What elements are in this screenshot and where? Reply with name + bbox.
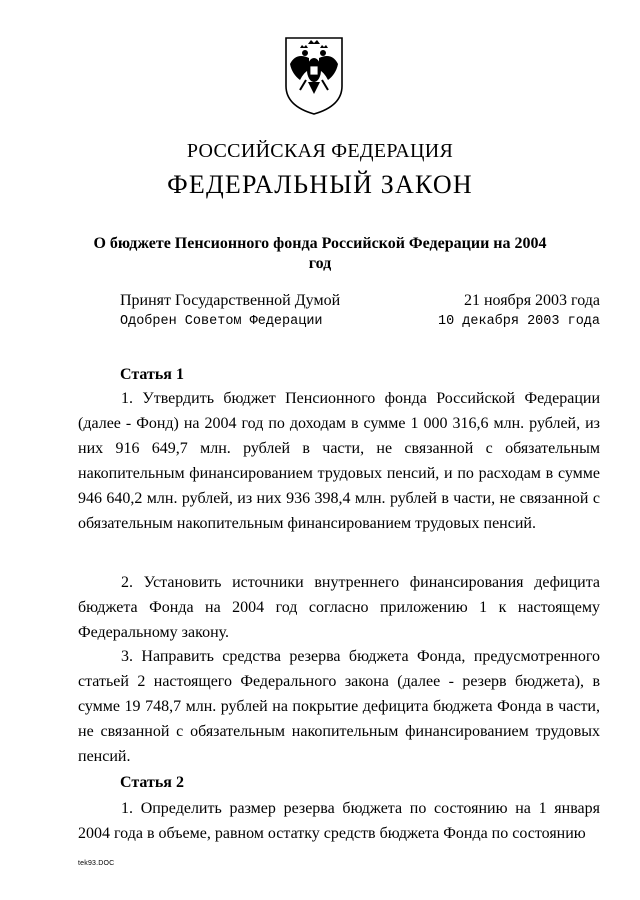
- article-heading: Статья 1: [120, 366, 184, 383]
- duma-date: 21 ноября 2003 года: [463, 292, 600, 309]
- article-paragraph: 2. Установить источники внутреннего финансирования дефицита бюджета Фонда на 2004 год согласно приложению 1 к настоящему Федеральному закону.: [78, 574, 600, 641]
- council-date: 10 декабря 2003 года: [437, 314, 600, 329]
- law-title: О бюджете Пенсионного фонда Российской Федерации на 2004 год: [93, 235, 547, 272]
- coat-of-arms-icon: [282, 34, 346, 116]
- article-paragraph: 3. Направить средства резерва бюджета Фонда, предусмотренного статьей 2 настоящего Федерального закона (далее - резерв бюджета), в сумме 19 748,7 млн. рублей на покрытие дефицита бюджета Фонда в части, не связанной с обязательным накопительным финансированием трудовых пенсий.: [78, 648, 600, 765]
- council-label: Одобрен Советом Федерации: [120, 314, 323, 329]
- article-heading: Статья 2: [120, 774, 184, 791]
- document-type: ФЕДЕРАЛЬНЫЙ ЗАКОН: [167, 170, 473, 199]
- file-code: tek93.DOC: [78, 860, 115, 867]
- duma-label: Принят Государственной Думой: [120, 292, 341, 309]
- article-paragraph: 1. Утвердить бюджет Пенсионного фонда Российской Федерации (далее - Фонд) на 2004 год по доходам в сумме 1 000 316,6 млн. рублей, из них 916 649,7 млн. рублей в части, не связанной с обязательным накопительным финансированием трудовых пенсий, и по расходам в сумме 946 640,2 млн. рублей, из них 936 398,4 млн. рублей в части, не связанной с обязательным накопительным финансированием трудовых пенсий.: [78, 390, 600, 532]
- article-paragraph: 1. Определить размер резерва бюджета по состоянию на 1 января 2004 года в объеме, равном остатку средств бюджета Фонда по состоянию: [78, 800, 600, 842]
- country-name: РОССИЙСКАЯ ФЕДЕРАЦИЯ: [186, 140, 454, 162]
